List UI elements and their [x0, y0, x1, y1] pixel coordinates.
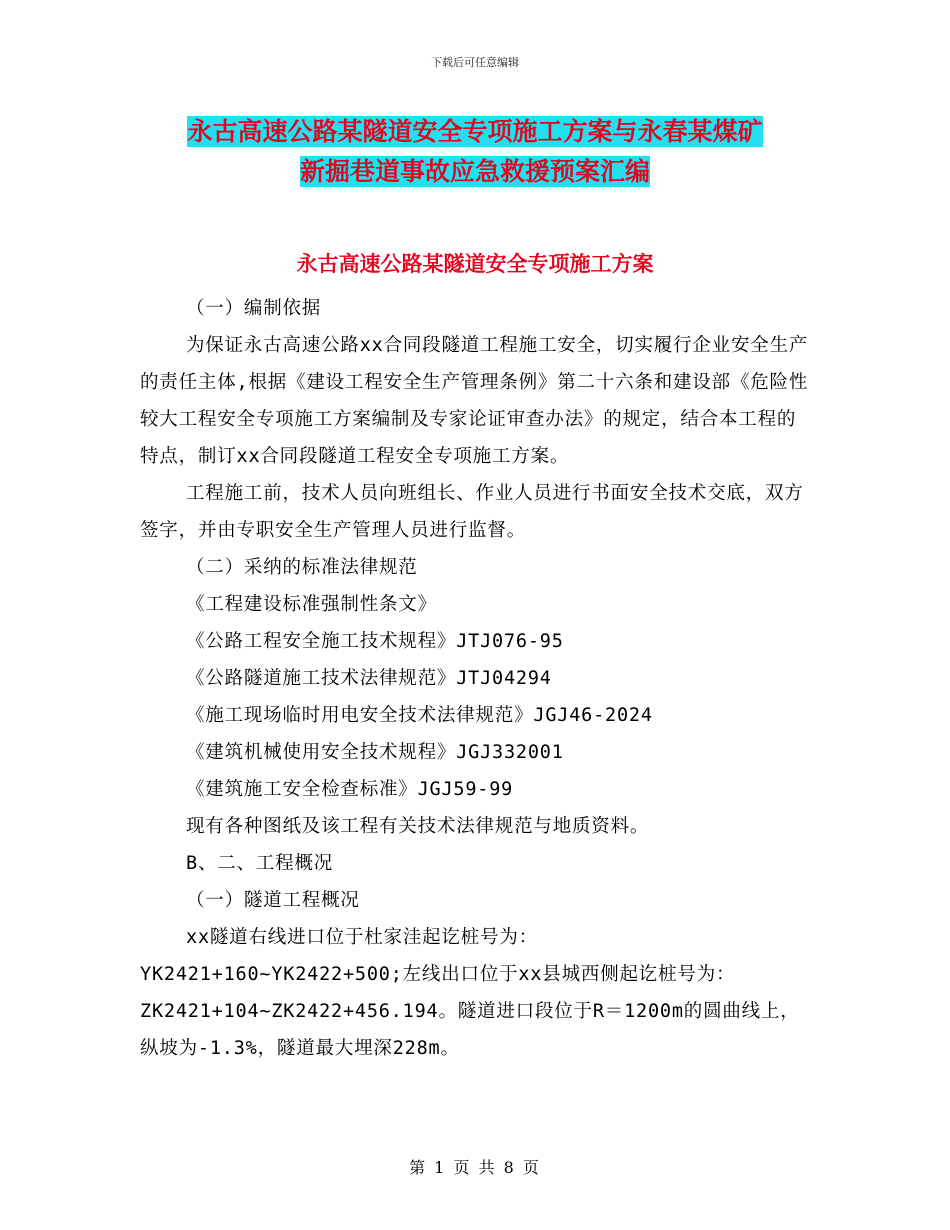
paragraph: 工程施工前，技术人员向班组长、作业人员进行书面安全技术交底，双方签字，并由专职安全生产管理人员进行监督。: [140, 483, 804, 541]
paragraph: （一）编制依据: [186, 298, 322, 319]
paragraph: B、二、工程概况: [186, 853, 334, 874]
header-note: 下载后可任意编辑: [431, 56, 519, 69]
section-title: 永古高速公路某隧道安全专项施工方案: [296, 251, 654, 276]
paragraph: YK2421+160~YK2422+500;左线出口位于xx县城西侧起讫桩号为：: [140, 964, 736, 985]
document-title-line-2: 新掘巷道事故应急救援预案汇编: [299, 157, 650, 186]
paragraph: 现有各种图纸及该工程有关技术法律规范与地质资料。: [186, 816, 650, 837]
paragraph: （一）隧道工程概况: [186, 890, 360, 911]
paragraph: 《公路工程安全施工技术规程》JTJ076-95: [186, 631, 564, 652]
document-title: [0, 112, 950, 192]
paragraph: （二）采纳的标准法律规范: [186, 557, 418, 578]
paragraph: 《建筑机械使用安全技术规程》JGJ332001: [186, 742, 564, 763]
paragraph: 《公路隧道施工技术法律规范》JTJ04294: [186, 668, 552, 689]
document-title-line-1: 永古高速公路某隧道安全专项施工方案与永春某煤矿: [187, 117, 763, 146]
paragraph: 《施工现场临时用电安全技术法律规范》JGJ46-2024: [186, 705, 653, 726]
paragraph: 《工程建设标准强制性条文》: [186, 594, 437, 615]
paragraph: xx隧道右线进口位于杜家洼起讫桩号为：: [186, 927, 538, 948]
paragraph: 为保证永古高速公路xx合同段隧道工程施工安全，切实履行企业安全生产的责任主体,根据《建设工程安全生产管理条例》第二十六条和建设部《危险性较大工程安全专项施工方案编制及专家论证审查办法》的规定，结合本工程的特点，制订xx合同段隧道工程安全专项施工方案。: [140, 335, 809, 467]
document-body: [140, 290, 812, 1067]
paragraph: 《建筑施工安全检查标准》JGJ59-99: [186, 779, 514, 800]
paragraph: ZK2421+104~ZK2422+456.194。隧道进口段位于R＝1200m的圆曲线上，纵坡为-1.3%，隧道最大埋深228m。: [140, 1001, 800, 1059]
page-number-footer: 第 1 页 共 8 页: [409, 1158, 541, 1177]
